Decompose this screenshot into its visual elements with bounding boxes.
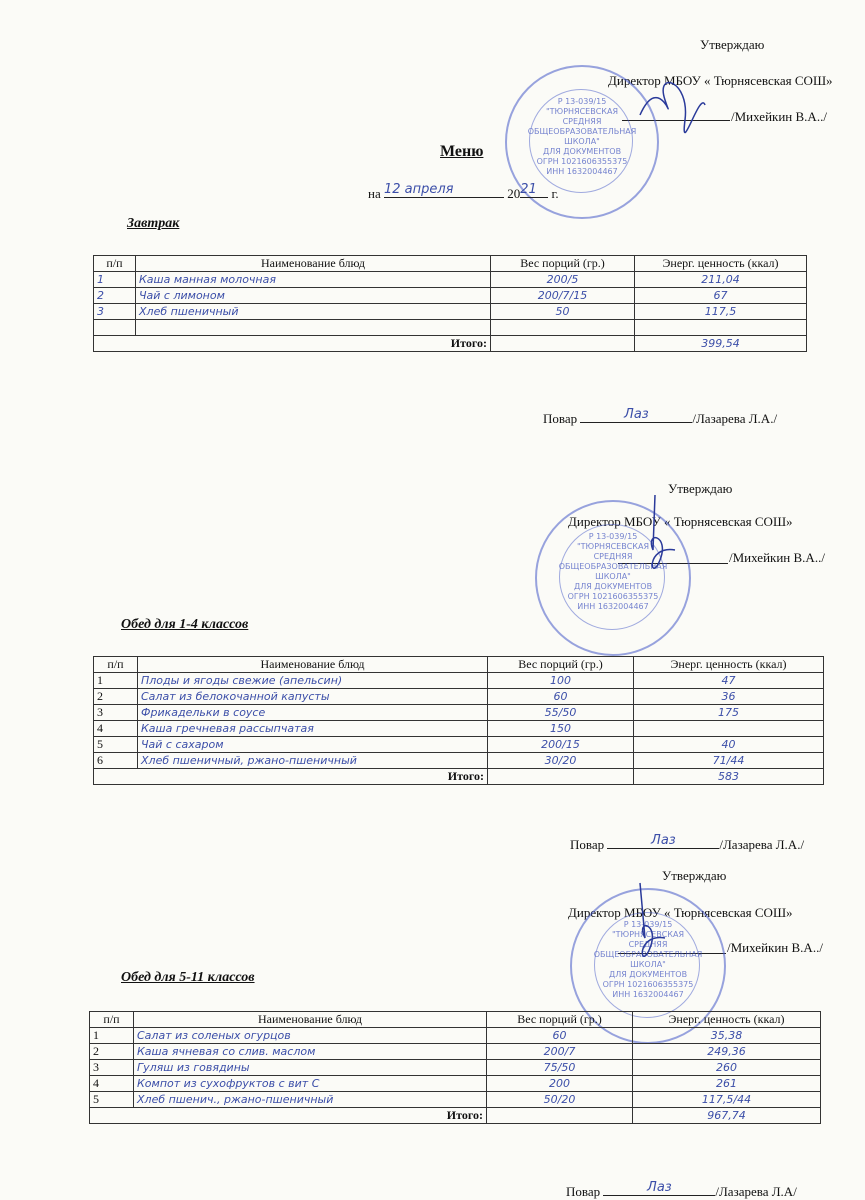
- director-name-2: /Михейкин В.А../: [729, 550, 825, 565]
- table-header-row: [94, 657, 824, 673]
- row-energy: 261: [633, 1076, 821, 1092]
- cook-name: /Лазарева Л.А/: [715, 1184, 797, 1199]
- row-dish: Салат из соленых огурцов: [134, 1028, 487, 1044]
- approve-label-3: Утверждаю: [662, 868, 727, 883]
- col-weight-header: Вес порций (гр.): [488, 657, 634, 673]
- table-row: [94, 304, 807, 320]
- row-num: 4: [90, 1076, 134, 1092]
- col-num-header: п/п: [90, 1012, 134, 1028]
- total-value: 967,74: [633, 1108, 821, 1124]
- section-breakfast-title: Завтрак: [127, 216, 180, 231]
- col-energy-header: Энерг. ценность (ккал): [633, 1012, 821, 1028]
- row-weight: 200/7: [487, 1044, 633, 1060]
- table-row: [94, 272, 807, 288]
- row-dish: Гуляш из говядины: [134, 1060, 487, 1076]
- table-header-row: [94, 256, 807, 272]
- row-weight: 50: [491, 304, 635, 320]
- row-dish: Чай с сахаром: [138, 737, 488, 753]
- school-stamp-3: Р 13-039/15 "ТЮРНЯСЕВСКАЯ СРЕДНЯЯ ОБЩЕОБРАЗОВАТЕЛЬНАЯ ШКОЛА" ДЛЯ ДОКУМЕНТОВ ОГРН 1021606355375 ИНН 1632004467: [570, 888, 726, 1044]
- approve-label-2: Утверждаю: [668, 481, 733, 496]
- date-handwritten: 12 апреля: [384, 182, 504, 198]
- total-row: [94, 336, 807, 352]
- cook-name: /Лазарева Л.А./: [719, 837, 805, 852]
- total-label: Итого:: [94, 769, 488, 785]
- col-dish-header: Наименование блюд: [136, 256, 491, 272]
- director-signature-3: [615, 878, 675, 968]
- row-weight: 200: [487, 1076, 633, 1092]
- row-energy: [634, 721, 824, 737]
- table-row: [94, 721, 824, 737]
- total-row: [94, 769, 824, 785]
- cook-line-1: [543, 407, 777, 427]
- year-suffix: г.: [551, 186, 559, 201]
- row-energy: 71/44: [634, 753, 824, 769]
- table-row: [90, 1028, 821, 1044]
- table-row: [94, 705, 824, 721]
- row-dish: Каша манная молочная: [136, 272, 491, 288]
- col-dish-header: Наименование блюд: [138, 657, 488, 673]
- table-row: [94, 689, 824, 705]
- row-weight: 55/50: [488, 705, 634, 721]
- table-row: [94, 288, 807, 304]
- row-num: 1: [90, 1028, 134, 1044]
- table-row: [94, 320, 807, 336]
- row-energy: 211,04: [635, 272, 807, 288]
- row-energy: 249,36: [633, 1044, 821, 1060]
- row-num: 1: [94, 673, 138, 689]
- row-weight: 100: [488, 673, 634, 689]
- row-num: 5: [94, 737, 138, 753]
- total-label: Итого:: [94, 336, 491, 352]
- section-lunch-1-4-title: Обед для 1-4 классов: [121, 617, 249, 632]
- year-handwritten: 21: [520, 182, 548, 198]
- row-dish: Салат из белокочанной капусты: [138, 689, 488, 705]
- row-dish: Фрикадельки в соусе: [138, 705, 488, 721]
- table-row: [90, 1092, 821, 1108]
- director-name-1: /Михейкин В.А../: [731, 109, 827, 124]
- director-title-3: Директор МБОУ « Тюрнясевская СОШ»: [568, 905, 793, 920]
- col-num-header: п/п: [94, 256, 136, 272]
- lunch-1-4-table: [93, 656, 824, 785]
- row-dish: Компот из сухофруктов с вит С: [134, 1076, 487, 1092]
- row-num: 5: [90, 1092, 134, 1108]
- director-title-1: Директор МБОУ « Тюрнясевская СОШ»: [608, 73, 833, 88]
- row-energy: 117,5/44: [633, 1092, 821, 1108]
- row-energy: 47: [634, 673, 824, 689]
- total-label: Итого:: [90, 1108, 487, 1124]
- row-weight: 200/5: [491, 272, 635, 288]
- director-title-2: Директор МБОУ « Тюрнясевская СОШ»: [568, 514, 793, 529]
- breakfast-table: [93, 255, 807, 352]
- row-weight: 30/20: [488, 753, 634, 769]
- table-row: [94, 753, 824, 769]
- col-weight-header: Вес порций (гр.): [487, 1012, 633, 1028]
- row-dish: Плоды и ягоды свежие (апельсин): [138, 673, 488, 689]
- cook-label: Повар: [543, 411, 578, 426]
- lunch-5-11-table: [89, 1011, 821, 1124]
- row-dish: Хлеб пшеничный, ржано-пшеничный: [138, 753, 488, 769]
- row-energy: 260: [633, 1060, 821, 1076]
- cook-line-2: [570, 833, 804, 853]
- row-energy: 117,5: [635, 304, 807, 320]
- row-dish: Хлеб пшенич., ржано-пшеничный: [134, 1092, 487, 1108]
- row-weight: 60: [487, 1028, 633, 1044]
- total-value: 399,54: [635, 336, 807, 352]
- table-row: [90, 1044, 821, 1060]
- cook-signature: Лаз: [603, 1180, 715, 1196]
- school-stamp-1: Р 13-039/15 "ТЮРНЯСЕВСКАЯ СРЕДНЯЯ ОБЩЕОБРАЗОВАТЕЛЬНАЯ ШКОЛА" ДЛЯ ДОКУМЕНТОВ ОГРН 1021606355375 ИНН 1632004467: [505, 65, 659, 219]
- row-dish: Чай с лимоном: [136, 288, 491, 304]
- row-weight: 75/50: [487, 1060, 633, 1076]
- row-num: 3: [94, 705, 138, 721]
- director-name-3: /Михейкин В.А../: [727, 940, 823, 955]
- row-num: 2: [94, 689, 138, 705]
- date-prefix: на: [368, 186, 381, 201]
- cook-label: Повар: [570, 837, 605, 852]
- row-energy: 67: [635, 288, 807, 304]
- section-lunch-5-11-title: Обед для 5-11 классов: [121, 970, 255, 985]
- col-num-header: п/п: [94, 657, 138, 673]
- col-dish-header: Наименование блюд: [134, 1012, 487, 1028]
- approve-label-1: Утверждаю: [700, 37, 765, 52]
- date-line: [368, 182, 559, 202]
- table-row: [90, 1060, 821, 1076]
- row-num: 4: [94, 721, 138, 737]
- table-row: [90, 1076, 821, 1092]
- row-energy: 175: [634, 705, 824, 721]
- page-title: Меню: [440, 143, 484, 160]
- row-dish: Каша гречневая рассыпчатая: [138, 721, 488, 737]
- row-dish: Каша ячневая со слив. маслом: [134, 1044, 487, 1060]
- row-num: 1: [94, 272, 136, 288]
- cook-label: Повар: [566, 1184, 601, 1199]
- row-weight: 150: [488, 721, 634, 737]
- cook-line-3: [566, 1180, 797, 1200]
- cook-signature: Лаз: [607, 833, 719, 849]
- col-energy-header: Энерг. ценность (ккал): [634, 657, 824, 673]
- table-row: [94, 737, 824, 753]
- row-num: 3: [94, 304, 136, 320]
- school-stamp-2: Р 13-039/15 "ТЮРНЯСЕВСКАЯ СРЕДНЯЯ ОБЩЕОБРАЗОВАТЕЛЬНАЯ ШКОЛА" ДЛЯ ДОКУМЕНТОВ ОГРН 1021606355375 ИНН 1632004467: [535, 500, 691, 656]
- row-weight: 60: [488, 689, 634, 705]
- director-signature-1: [630, 60, 710, 140]
- row-num: 2: [94, 288, 136, 304]
- row-num: 2: [90, 1044, 134, 1060]
- total-row: [90, 1108, 821, 1124]
- row-energy: 36: [634, 689, 824, 705]
- row-weight: 200/7/15: [491, 288, 635, 304]
- table-row: [94, 673, 824, 689]
- row-num: 6: [94, 753, 138, 769]
- cook-signature: Лаз: [580, 407, 692, 423]
- row-energy: 35,38: [633, 1028, 821, 1044]
- total-value: 583: [634, 769, 824, 785]
- row-weight: 50/20: [487, 1092, 633, 1108]
- row-weight: 200/15: [488, 737, 634, 753]
- table-header-row: [90, 1012, 821, 1028]
- col-weight-header: Вес порций (гр.): [491, 256, 635, 272]
- row-energy: 40: [634, 737, 824, 753]
- row-num: 3: [90, 1060, 134, 1076]
- col-energy-header: Энерг. ценность (ккал): [635, 256, 807, 272]
- director-signature-2: [625, 490, 685, 580]
- year-prefix: 20: [507, 186, 521, 201]
- cook-name: /Лазарева Л.А./: [692, 411, 778, 426]
- row-dish: Хлеб пшеничный: [136, 304, 491, 320]
